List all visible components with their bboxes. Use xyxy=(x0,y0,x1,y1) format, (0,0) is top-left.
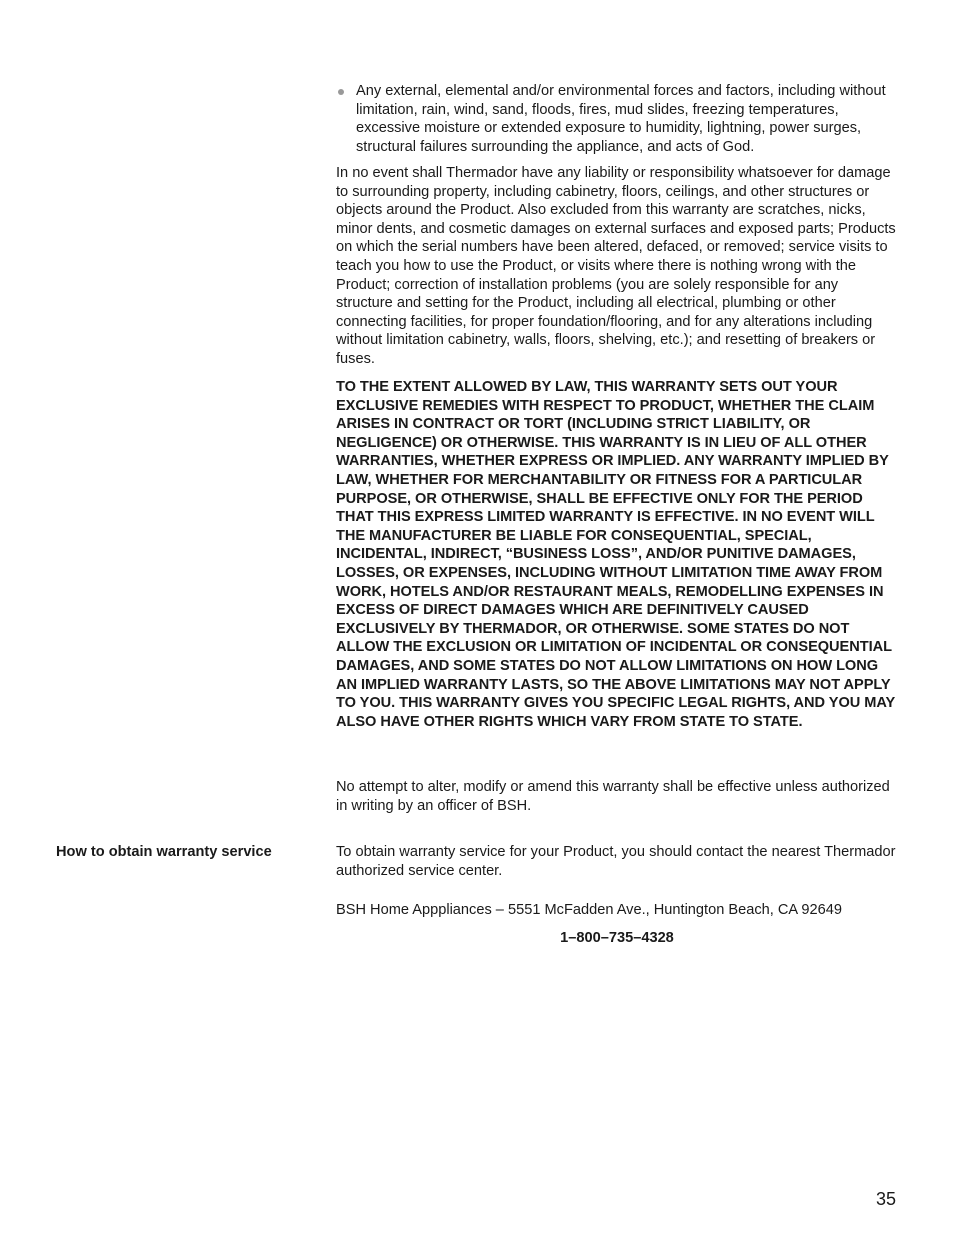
bullet-text: Any external, elemental and/or environmental forces and factors, including without limitation, rain, wind, sand, floods, fires, mud slides, freezing temperatures, excessive moisture or extended exposure to humidity, lightning, power surges, structural failures surrounding the appliance, and acts of God. xyxy=(356,83,886,155)
amendment-paragraph: No attempt to alter, modify or amend this warranty shall be effective unless authorized in writing by an officer of BSH. xyxy=(336,779,890,814)
service-instructions: To obtain warranty service for your Product, you should contact the nearest Thermador authorized service center. xyxy=(336,844,896,879)
service-phone-number: 1–800–735–4328 xyxy=(560,930,674,946)
bullet-dot-icon xyxy=(338,89,344,95)
service-section-heading: How to obtain warranty service xyxy=(56,844,272,860)
page-number: 35 xyxy=(875,1189,896,1209)
bullet-list-item xyxy=(336,82,896,156)
service-address: BSH Home Apppliances – 5551 McFadden Ave., Huntington Beach, CA 92649 xyxy=(336,902,842,918)
disclaimer-paragraph: TO THE EXTENT ALLOWED BY LAW, THIS WARRANTY SETS OUT YOUR EXCLUSIVE REMEDIES WITH RESPECT TO PRODUCT, WHETHER THE CLAIM ARISES IN CONTRACT OR TORT (INCLUDING STRICT LIABILITY, OR NEGLIGENCE) OR OTHERWISE. THIS WARRANTY IS IN LIEU OF ALL OTHER WARRANTIES, WHETHER EXPRESS OR IMPLIED. ANY WARRANTY IMPLIED BY LAW, WHETHER FOR MERCHANTABILITY OR FITNESS FOR A PARTICULAR PURPOSE, OR OTHERWISE, SHALL BE EFFECTIVE ONLY FOR THE PERIOD THAT THIS EXPRESS LIMITED WARRANTY IS EFFECTIVE. IN NO EVENT WILL THE MANUFACTURER BE LIABLE FOR CONSEQUENTIAL, SPECIAL, INCIDENTAL, INDIRECT, “BUSINESS LOSS”, AND/OR PUNITIVE DAMAGES, LOSSES, OR EXPENSES, INCLUDING WITHOUT LIMITATION TIME AWAY FROM WORK, HOTELS AND/OR RESTAURANT MEALS, REMODELLING EXPENSES IN EXCESS OF DIRECT DAMAGES WHICH ARE DEFINITIVELY CAUSED EXCLUSIVELY BY THERMADOR, OR OTHERWISE. SOME STATES DO NOT ALLOW THE EXCLUSION OR LIMITATION OF INCIDENTAL OR CONSEQUENTIAL DAMAGES, AND SOME STATES DO NOT ALLOW LIMITATIONS ON HOW LONG AN IMPLIED WARRANTY LASTS, SO THE ABOVE LIMITATIONS MAY NOT APPLY TO YOU. THIS WARRANTY GIVES YOU SPECIFIC LEGAL RIGHTS, AND YOU MAY ALSO HAVE OTHER RIGHTS WHICH VARY FROM STATE TO STATE. xyxy=(336,379,895,730)
exclusions-paragraph: In no event shall Thermador have any liability or responsibility whatsoever for damage to surrounding property, including cabinetry, floors, ceilings, and other structures or objects around the Product. Also excluded from this warranty are scratches, nicks, minor dents, and cosmetic damages on external surfaces and exposed parts; Products on which the serial numbers have been altered, defaced, or removed; service visits to teach you how to use the Product, or visits where there is nothing wrong with the Product; correction of installation problems (you are solely responsible for any structure and setting for the Product, including all electrical, plumbing or other connecting facilities, for proper foundation/flooring, and for any alterations including without limitation cabinetry, walls, floors, shelving, etc.); and resetting of breakers or fuses. xyxy=(336,165,896,367)
